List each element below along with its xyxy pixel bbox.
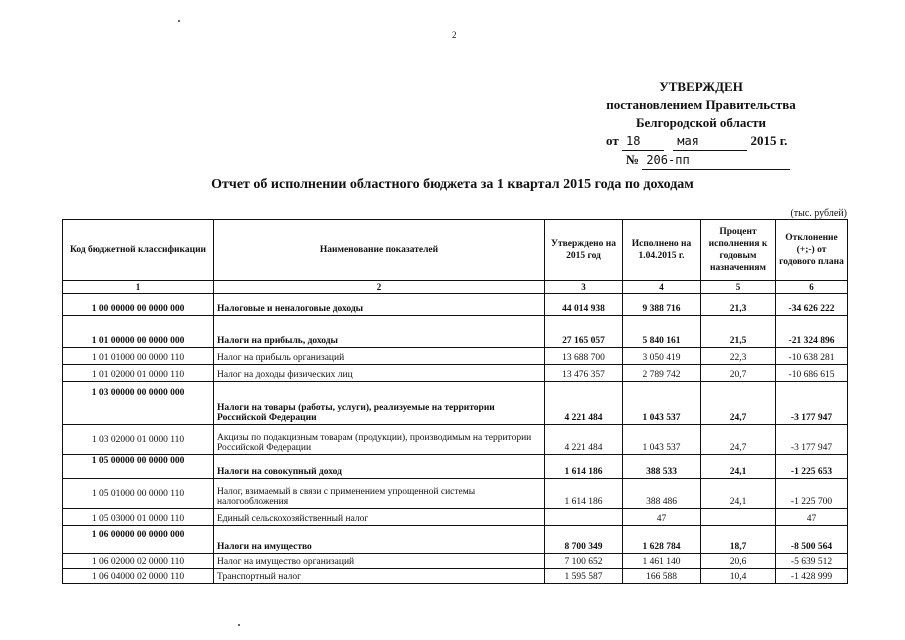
table-row [63, 365, 848, 382]
cell-approved: 13 476 357 [545, 365, 623, 382]
cell-approved: 1 614 186 [545, 479, 623, 509]
cell-approved: 1 595 587 [545, 569, 623, 584]
cell-deviation: -8 500 564 [776, 526, 848, 554]
cell-deviation: -3 177 947 [776, 382, 848, 425]
col-header-name: Наименование показателей [214, 220, 545, 281]
cell-percent: 22,3 [701, 348, 776, 365]
page-number: 2 [452, 30, 457, 40]
cell-code: 1 05 03000 01 0000 110 [63, 509, 214, 526]
cell-executed: 1 461 140 [623, 554, 701, 569]
report-title: Отчет об исполнении областного бюджета за 1 квартал 2015 года по доходам [211, 177, 694, 192]
cell-approved: 13 688 700 [545, 348, 623, 365]
table-row [63, 569, 848, 584]
cell-executed: 1 043 537 [623, 425, 701, 455]
cell-approved: 27 165 057 [545, 316, 623, 348]
revenue-table [62, 219, 848, 584]
approval-line3: Белгородской области [635, 115, 767, 130]
cell-executed: 388 486 [623, 479, 701, 509]
cell-percent: 24,1 [701, 479, 776, 509]
col-header-approved: Утверждено на 2015 год [545, 220, 623, 281]
units-label: (тыс. рублей) [790, 208, 847, 219]
cell-deviation: -5 639 512 [776, 554, 848, 569]
cell-name: Налоги на имущество [214, 526, 545, 554]
col-header-deviation: Отклонение (+;-) от годового плана [776, 220, 848, 281]
cell-name: Налог на имущество организаций [214, 554, 545, 569]
cell-code: 1 06 00000 00 0000 000 [63, 526, 214, 554]
cell-executed: 388 533 [623, 455, 701, 479]
table-row [63, 455, 848, 479]
cell-deviation: 47 [776, 509, 848, 526]
cell-executed: 5 840 161 [623, 316, 701, 348]
table-row [63, 526, 848, 554]
header-row [63, 220, 848, 281]
cell-executed: 3 050 419 [623, 348, 701, 365]
col-header-executed: Исполнено на 1.04.2015 г. [623, 220, 701, 281]
cell-approved: 44 014 938 [545, 294, 623, 316]
cell-code: 1 06 02000 02 0000 110 [63, 554, 214, 569]
cell-deviation: -21 324 896 [776, 316, 848, 348]
cell-percent: 20,6 [701, 554, 776, 569]
cell-percent: 18,7 [701, 526, 776, 554]
cell-deviation: -34 626 222 [776, 294, 848, 316]
table-row [63, 294, 848, 316]
col-header-code: Код бюджетной классификации [63, 220, 214, 281]
date-day: 18 [622, 132, 664, 151]
table-row [63, 425, 848, 455]
cell-approved [545, 509, 623, 526]
cell-name: Налог, взимаемый в связи с применением упрощенной системы налогообложения [214, 479, 545, 509]
cell-approved: 4 221 484 [545, 382, 623, 425]
col-number: 5 [701, 281, 776, 294]
cell-deviation: -10 686 615 [776, 365, 848, 382]
cell-code: 1 03 02000 01 0000 110 [63, 425, 214, 455]
cell-name: Транспортный налог [214, 569, 545, 584]
approval-line1: УТВЕРЖДЕН [659, 79, 743, 94]
number-prefix: № [626, 152, 640, 167]
date-year: 2015 г. [750, 133, 788, 148]
cell-code: 1 05 00000 00 0000 000 [63, 455, 214, 479]
cell-name: Налоги на товары (работы, услуги), реализуемые на территории Российской Федерации [214, 382, 545, 425]
cell-percent: 21,3 [701, 294, 776, 316]
cell-name: Налоговые и неналоговые доходы [214, 294, 545, 316]
date-prefix: от [606, 133, 619, 148]
cell-code: 1 00 00000 00 0000 000 [63, 294, 214, 316]
cell-code: 1 03 00000 00 0000 000 [63, 382, 214, 425]
cell-percent: 20,7 [701, 365, 776, 382]
cell-code: 1 05 01000 00 0000 110 [63, 479, 214, 509]
table-row [63, 479, 848, 509]
cell-executed: 2 789 742 [623, 365, 701, 382]
cell-name: Налог на доходы физических лиц [214, 365, 545, 382]
cell-deviation: -10 638 281 [776, 348, 848, 365]
scan-speck [178, 20, 180, 22]
table-row [63, 316, 848, 348]
cell-deviation: -3 177 947 [776, 425, 848, 455]
col-number: 1 [63, 281, 214, 294]
approval-stamp [596, 78, 806, 170]
cell-name: Единый сельскохозяйственный налог [214, 509, 545, 526]
cell-deviation: -1 225 700 [776, 479, 848, 509]
cell-executed: 9 388 716 [623, 294, 701, 316]
cell-executed: 1 628 784 [623, 526, 701, 554]
approval-date [596, 132, 806, 151]
cell-percent: 21,5 [701, 316, 776, 348]
cell-percent: 10,4 [701, 569, 776, 584]
cell-percent [701, 509, 776, 526]
col-number: 3 [545, 281, 623, 294]
cell-executed: 1 043 537 [623, 382, 701, 425]
cell-percent: 24,7 [701, 425, 776, 455]
cell-code: 1 06 04000 02 0000 110 [63, 569, 214, 584]
number-value: 206-пп [642, 151, 790, 170]
table-row [63, 382, 848, 425]
col-number: 4 [623, 281, 701, 294]
col-number: 6 [776, 281, 848, 294]
approval-number [596, 151, 806, 170]
cell-percent: 24,1 [701, 455, 776, 479]
table-row [63, 348, 848, 365]
date-month: мая [673, 132, 747, 151]
column-number-row [63, 281, 848, 294]
approval-line2: постановлением Правительства [606, 97, 796, 112]
cell-percent: 24,7 [701, 382, 776, 425]
cell-approved: 4 221 484 [545, 425, 623, 455]
cell-deviation: -1 225 653 [776, 455, 848, 479]
scan-speck [238, 624, 240, 626]
cell-approved: 7 100 652 [545, 554, 623, 569]
table-row [63, 554, 848, 569]
cell-deviation: -1 428 999 [776, 569, 848, 584]
cell-executed: 47 [623, 509, 701, 526]
cell-code: 1 01 01000 00 0000 110 [63, 348, 214, 365]
col-header-percent: Процент исполнения к годовым назначениям [701, 220, 776, 281]
cell-code: 1 01 02000 01 0000 110 [63, 365, 214, 382]
cell-name: Акцизы по подакцизным товарам (продукции), производимым на территории Российской Федерации [214, 425, 545, 455]
cell-approved: 8 700 349 [545, 526, 623, 554]
col-number: 2 [214, 281, 545, 294]
cell-name: Налог на прибыль организаций [214, 348, 545, 365]
cell-executed: 166 588 [623, 569, 701, 584]
cell-name: Налоги на прибыль, доходы [214, 316, 545, 348]
cell-name: Налоги на совокупный доход [214, 455, 545, 479]
table-row [63, 509, 848, 526]
cell-approved: 1 614 186 [545, 455, 623, 479]
cell-code: 1 01 00000 00 0000 000 [63, 316, 214, 348]
